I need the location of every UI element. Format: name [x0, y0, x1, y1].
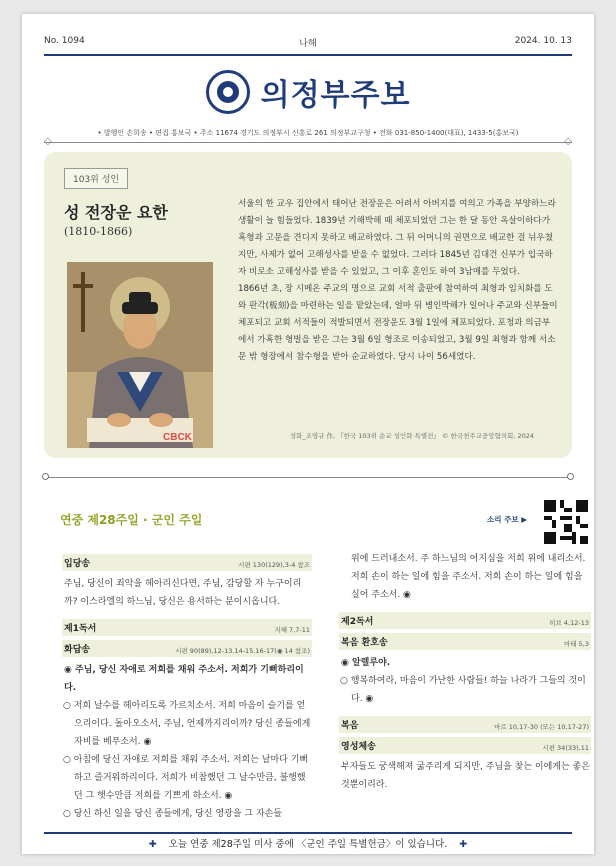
- sunday-title: 연중 제28주일 · 군인 주일: [60, 513, 203, 527]
- footer-notice: 오늘 연중 제28주일 미사 중에 〈군인 주일 특별헌금〉이 있습니다.: [168, 839, 448, 850]
- gospel-ref: 마르 10,17-30 (또는 10,17-27): [494, 723, 589, 731]
- publisher-info: • 발행인 손희송 • 편집 홍보국 • 주소 11674 경기도 의정부시 신흥로 261 의정부교구청 • 전화 031-850-1400(대표), 1433-5(홍보국): [97, 129, 519, 137]
- reading2-ref: 히브 4,12-13: [549, 619, 589, 627]
- entrance-text: 주님, 당신이 죄악을 헤아리신다면, 주님, 감당할 자 누구이리까? 이스라엘의 하느님, 당신은 용서하는 분이시옵니다.: [64, 579, 302, 607]
- saint-years: (1810-1866): [64, 225, 133, 238]
- entrance-heading: 입당송: [64, 559, 91, 569]
- saint-feature-panel: [44, 152, 572, 458]
- divider-dot-right: [567, 473, 574, 480]
- liturgy-column-left: [62, 552, 312, 823]
- reading2-heading-bar: [339, 612, 591, 629]
- bulletin-page: [22, 14, 594, 854]
- gospel-heading-bar: [339, 716, 591, 733]
- saint-biography: [238, 196, 558, 366]
- psalm-verse-3: ○ 당신 하신 일을 당신 종들에게, 당신 영광을 그 자손들: [63, 809, 283, 819]
- liturgical-year: 나해: [299, 39, 317, 49]
- saint-portrait-image: [67, 262, 213, 448]
- entrance-ref: 시편 130(129),3-4 참조: [238, 561, 310, 569]
- divider-dot-left: [42, 473, 49, 480]
- reading1-heading-bar: [62, 619, 312, 636]
- entrance-heading-bar: [62, 554, 312, 571]
- issue-date: 2024. 10. 13: [514, 36, 572, 46]
- saint-name: 성 전장운 요한: [64, 203, 168, 222]
- portrait-watermark: CBCK: [163, 432, 192, 443]
- psalm-verse-3-continued: 위에 드러내소서. 주 하느님의 어지심을 저희 위에 내리소서. 저희 손이 하는 일에 힘을 주소서. 저희 손이 하는 일에 힘을 실어 주소서. ◉: [351, 554, 586, 600]
- communion-heading: 영성체송: [341, 742, 376, 752]
- alleluia: ◉ 알렐루야.: [341, 658, 391, 668]
- bio-paragraph-2: 1866년 초, 장 시메온 주교의 명으로 교회 서적 출판에 참여하여 최형과 임치화를 도와 판각(板刻)을 마련하는 일을 맡았는데, 얼마 뒤 병인박해가 일어나 주교와 신부들이 체포되고 교회 서적들이 적발되면서 전장운도 3월 1일에 체포되었다. 포청과 의금부에서 가혹한 형벌을 받은 그는 3월 6일 형조로 이송되었고, 3월 9일 최형과 함께 서소문 밖 형장에서 참수형을 받아 순교하였다. 당시 나이 56세였다.: [238, 284, 558, 362]
- communion-text: 부자들도 궁색해져 굶주리게 되지만, 주님을 찾는 이에게는 좋은 것뿐이리라.: [341, 762, 590, 790]
- acclamation-ref: 마태 5,3: [564, 640, 589, 648]
- psalm-verse-2: ○ 아침에 당신 자애로 저희를 채워 주소서. 저희는 날마다 기뻐하고 즐거워하리이다. 저희가 비참했던 그 날수만큼, 불행했던 그 햇수만큼 저희를 기쁘게 하소서. ◉: [63, 755, 309, 801]
- reading1-heading: 제1독서: [64, 624, 97, 634]
- reading2-heading: 제2독서: [341, 617, 374, 627]
- corner-ornament-left: ◇: [44, 136, 52, 147]
- psalm-heading: 화답송: [64, 645, 91, 655]
- cross-icon: ✚: [148, 839, 157, 850]
- image-credit: 성화_조영규 作, 『한국 103위 순교 성인화 특별전』 © 한국천주교중앙협의회, 2024: [289, 432, 534, 440]
- saint-portrait: [67, 262, 213, 448]
- qr-code-icon[interactable]: [544, 500, 588, 544]
- header-rule: [44, 54, 572, 56]
- footer-notice-bar: [22, 836, 594, 850]
- header-bar: [44, 36, 572, 50]
- saint-category-tag: 103위 성인: [64, 168, 128, 189]
- gospel-heading: 복음: [341, 721, 359, 731]
- psalm-verse-1: ○ 저희 날수를 헤아리도록 가르치소서. 저희 마음이 슬기를 얻으리이다. 돌아오소서, 주님, 언제까지리이까? 당신 종들에게 자비를 베푸소서. ◉: [63, 701, 311, 747]
- communion-ref: 시편 34(33),11: [542, 744, 589, 752]
- bio-paragraph-1: 서울의 한 교우 집안에서 태어난 전장운은 어려서 아버지를 여의고 가족을 부양하느라 생활이 늘 힘들었다. 1839년 기해박해 때 체포되었던 그는 한 달 동안 옥살이하다가 혹형과 고문을 견디지 못하고 배교하였다. 그 뒤 어머니의 권면으로 배교한 걸 뉘우쳤지만, 사제가 없어 고해성사를 받을 수 없었다. 그러다 1845년 김대건 신부가 입국하자 비로소 고해성사를 받을 수 있었고, 그 이후 혼인도 하여 3남매를 두었다.: [238, 199, 556, 277]
- issue-number: No. 1094: [44, 36, 85, 46]
- cross-icon: ✚: [459, 839, 468, 850]
- acclamation-heading-bar: [339, 633, 591, 650]
- liturgy-column-right: [339, 550, 591, 794]
- acclamation-heading: 복음 환호송: [341, 638, 388, 648]
- masthead-title: 의정부주보: [260, 78, 411, 113]
- psalm-heading-bar: [62, 640, 312, 657]
- footer-rule: [44, 832, 572, 834]
- diocese-seal-icon: [206, 70, 250, 114]
- masthead: [22, 70, 594, 120]
- psalm-ref: 시편 90(89),12-13.14-15.16-17(◉ 14 참조): [175, 647, 310, 655]
- audio-bulletin-link[interactable]: 소리 주보 ▶: [487, 515, 527, 524]
- communion-heading-bar: [339, 737, 591, 754]
- acclamation-verse: ○ 행복하여라, 마음이 가난한 사람들! 하늘 나라가 그들의 것이다. ◉: [340, 676, 586, 704]
- info-rule: [44, 142, 572, 143]
- reading1-ref: 지혜 7,7-11: [274, 626, 310, 634]
- corner-ornament-right: ◇: [564, 136, 572, 147]
- psalm-response: ◉ 주님, 당신 자애로 저희를 채워 주소서. 저희가 기뻐하리이다.: [64, 665, 304, 693]
- section-divider: [44, 477, 572, 478]
